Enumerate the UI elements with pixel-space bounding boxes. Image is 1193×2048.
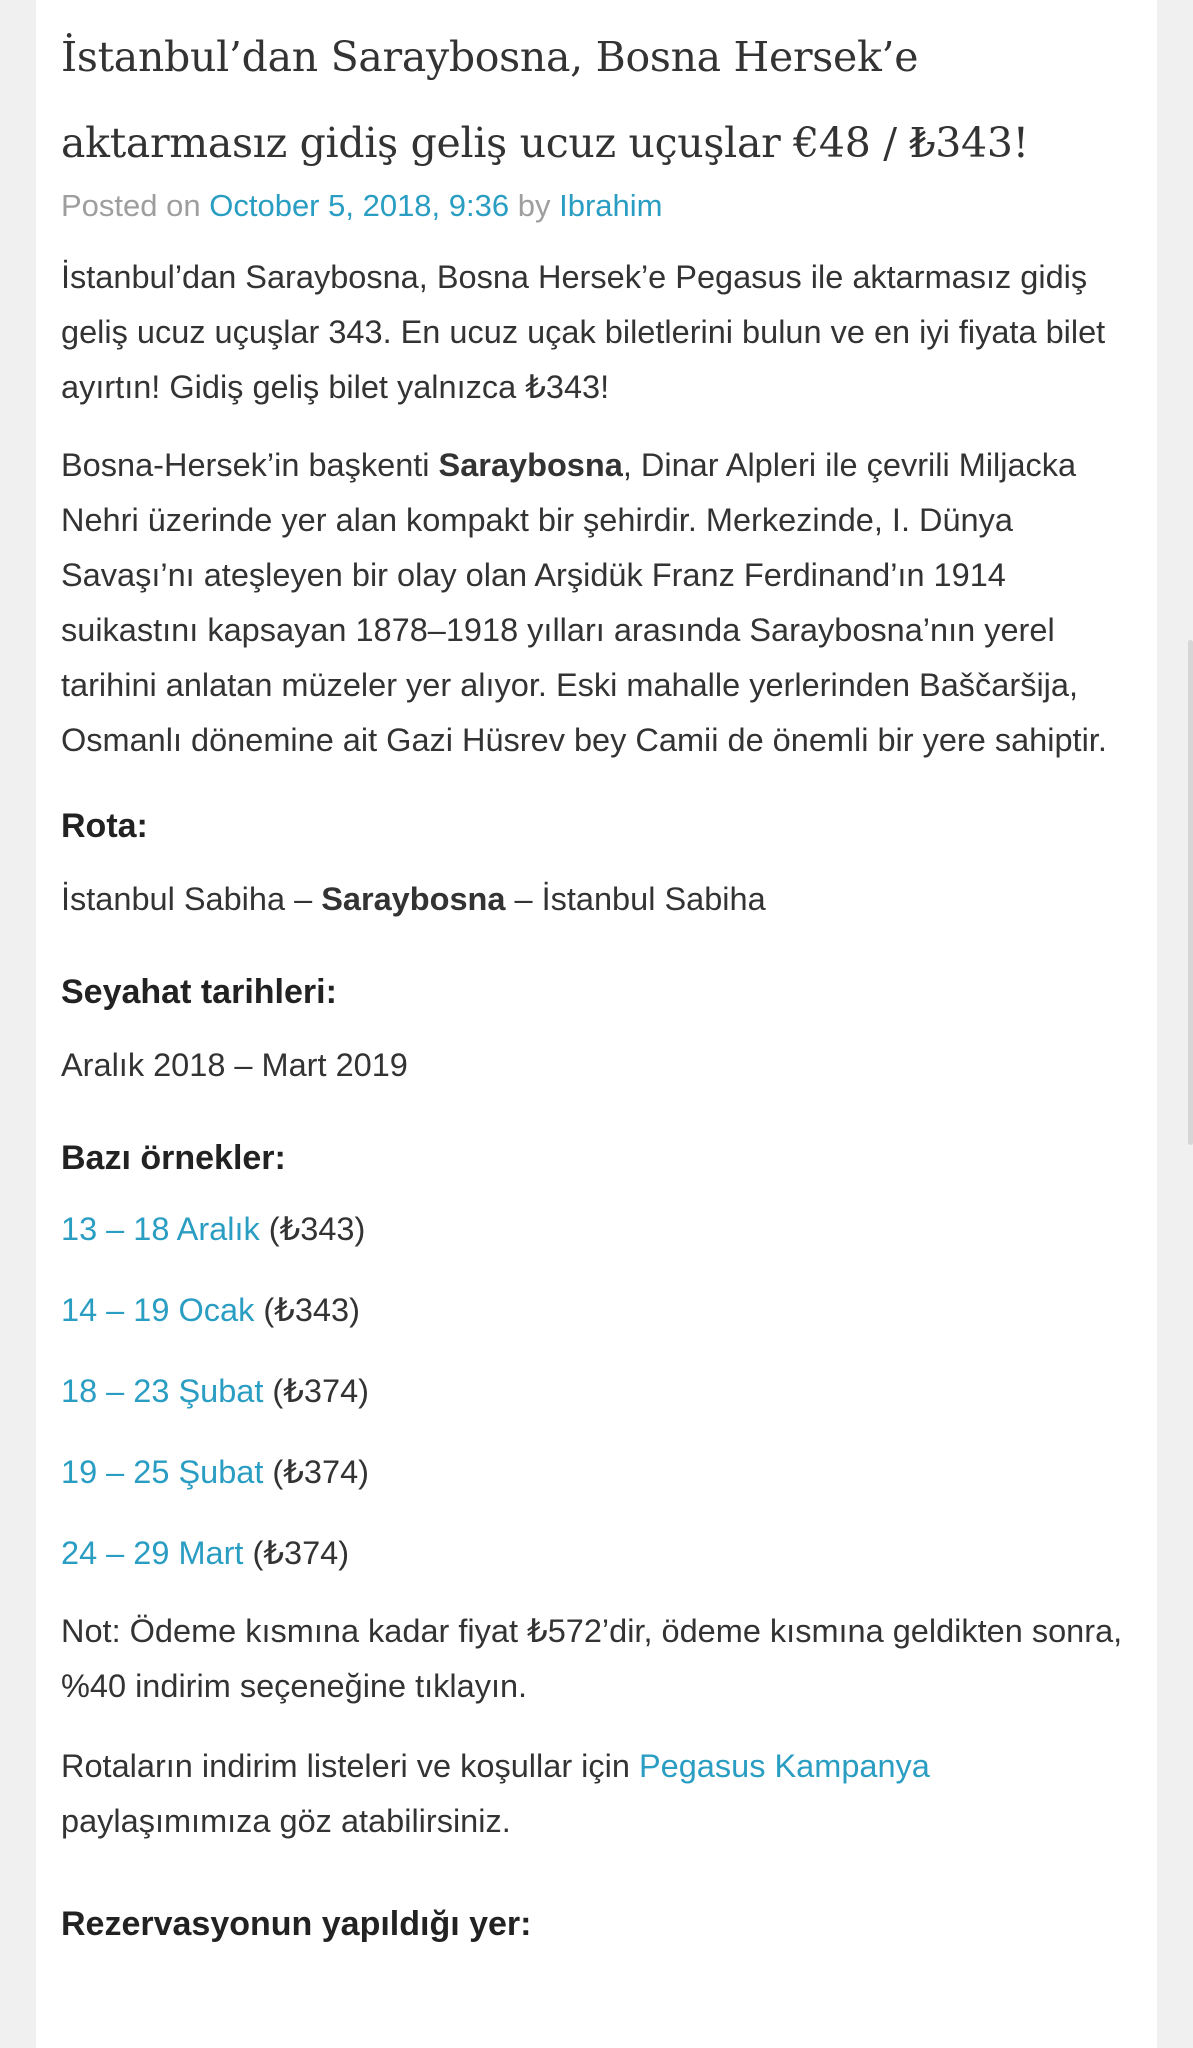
description-city: Saraybosna: [438, 447, 623, 483]
routes-info-paragraph: [61, 1739, 1141, 1849]
example-date-link[interactable]: 24 – 29 Mart: [61, 1535, 244, 1571]
scrollbar-thumb[interactable]: [1188, 640, 1193, 1145]
travel-dates-heading: Seyahat tarihleri:: [61, 973, 337, 1011]
travel-dates-value: Aralık 2018 – Mart 2019: [61, 1047, 408, 1083]
route-destination: Saraybosna: [321, 881, 506, 917]
route-to: – İstanbul Sabiha: [505, 881, 766, 917]
pegasus-campaign-link[interactable]: Pegasus Kampanya: [638, 1748, 930, 1784]
example-date-link[interactable]: 19 – 25 Şubat: [61, 1454, 264, 1490]
intro-paragraph: İstanbul’dan Saraybosna, Bosna Hersek’e Pegasus ile aktarmasız gidiş geliş ucuz uçuşlar 343. En ucuz uçak biletlerini bulun ve en iyi fiyata bilet ayırtın! Gidiş geliş bilet yalnızca ₺343!: [61, 259, 1106, 405]
example-item: [61, 1364, 1141, 1445]
description-paragraph: [61, 438, 1141, 768]
example-item: [61, 1526, 1141, 1607]
example-date-link[interactable]: 13 – 18 Aralık: [61, 1211, 260, 1247]
example-price: (₺374): [263, 1373, 369, 1409]
example-item: [61, 1445, 1141, 1526]
post-meta: [61, 186, 1141, 246]
examples-list: [61, 1202, 1141, 1607]
article-card: [36, 0, 1157, 2048]
route-heading: Rota:: [61, 807, 148, 845]
example-item: [61, 1202, 1141, 1283]
example-item: [61, 1283, 1141, 1364]
post-body: [61, 250, 1141, 1952]
example-date-link[interactable]: 14 – 19 Ocak: [61, 1292, 255, 1328]
routes-info-after: paylaşımımıza göz atabilirsiniz.: [61, 1803, 511, 1839]
route-paragraph: [61, 872, 1141, 927]
post-date-link[interactable]: October 5, 2018, 9:36: [209, 188, 510, 223]
by-label: by: [517, 188, 551, 223]
booking-heading: Rezervasyonun yapıldığı yer:: [61, 1905, 532, 1943]
example-price: (₺374): [243, 1535, 350, 1571]
author-link[interactable]: Ibrahim: [559, 188, 663, 223]
description-after: , Dinar Alpleri ile çevrili Miljacka Nehri üzerinde yer alan kompakt bir şehirdir. Merkezinde, I. Dünya Savaşı’nı ateşleyen bir olay olan Arşidük Franz Ferdinand’ın 1914 suikastını kapsayan 1878–1918 yılları arasında Saraybosna’nın yerel tarihini anlatan müzeler yer alıyor. Eski mahalle yerlerinden Baščaršija, Osmanlı dönemine ait Gazi Hüsrev bey Camii de önemli bir yere sahiptir.: [61, 447, 1107, 758]
article-content: [61, 0, 1141, 1952]
example-price: (₺343): [259, 1211, 366, 1247]
description-before: Bosna-Hersek’in başkenti: [61, 447, 439, 483]
example-price: (₺343): [254, 1292, 360, 1328]
posted-on-label: Posted on: [61, 188, 201, 223]
routes-info-before: Rotaların indirim listeleri ve koşullar için: [61, 1748, 639, 1784]
examples-heading: Bazı örnekler:: [61, 1139, 286, 1177]
post-title: İstanbul’dan Saraybosna, Bosna Hersek’e aktarmasız gidiş geliş ucuz uçuşlar €48 / ₺343!: [61, 33, 1029, 167]
example-price: (₺374): [263, 1454, 369, 1490]
note-paragraph: Not: Ödeme kısmına kadar fiyat ₺572’dir, ödeme kısmına geldikten sonra, %40 indirim seçeneğine tıklayın.: [61, 1613, 1123, 1704]
example-date-link[interactable]: 18 – 23 Şubat: [61, 1373, 264, 1409]
route-from: İstanbul Sabiha –: [61, 881, 322, 917]
